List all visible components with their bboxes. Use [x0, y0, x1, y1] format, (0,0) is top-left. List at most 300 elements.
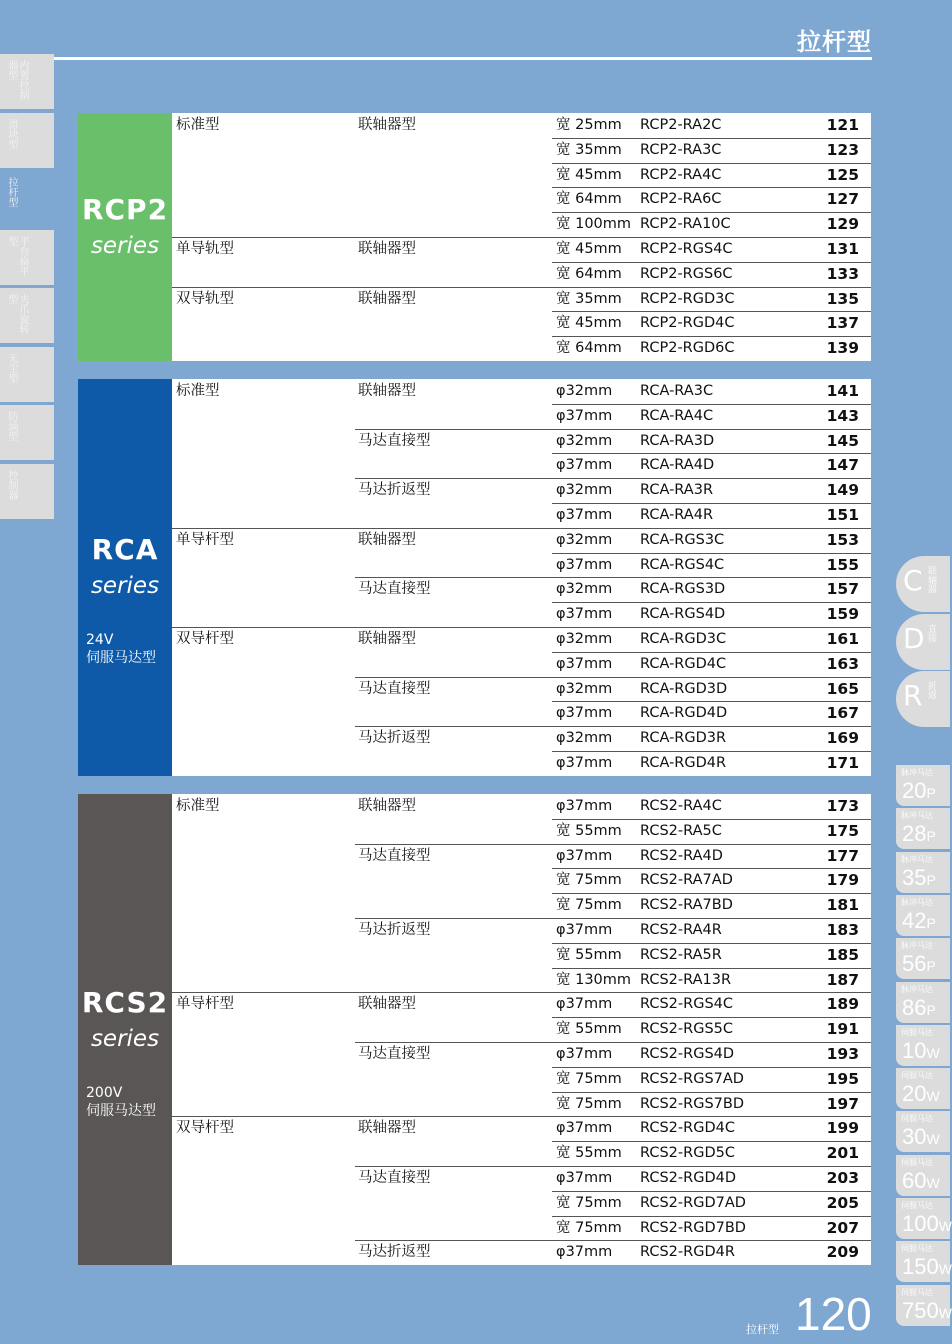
size-cell: 宽 100mm [556, 216, 632, 233]
drive-cell: 马达直接型 [358, 680, 431, 697]
drive-cell: 马达折返型 [358, 922, 431, 938]
table-row[interactable] [172, 1092, 871, 1117]
motor-power-value [902, 1081, 940, 1107]
motor-power-tab[interactable] [896, 1111, 950, 1152]
table-row[interactable] [172, 1216, 871, 1241]
series-note-line: 伺服马达型 [86, 1102, 156, 1119]
type-cell: 单导杆型 [176, 531, 234, 548]
power-number: 60 [902, 1167, 927, 1193]
size-cell: 宽 45mm [556, 241, 622, 257]
model-cell: RCA-RA4D [640, 457, 715, 474]
motor-power-value [902, 821, 936, 847]
series-subtitle: series [90, 1025, 160, 1052]
table-row[interactable] [172, 553, 871, 578]
motor-power-value [902, 908, 936, 934]
size-cell: 宽 75mm [556, 897, 622, 914]
power-unit: P [926, 828, 936, 845]
table-row[interactable] [172, 627, 871, 652]
page-number-cell: 175 [826, 821, 859, 840]
drive-cell: 联轴器型 [358, 241, 416, 257]
page-title: 拉杆型 [797, 28, 872, 56]
page-number-cell: 173 [826, 797, 859, 815]
model-cell: RCS2-RA5C [640, 822, 722, 839]
drive-type-tab[interactable] [896, 671, 950, 727]
size-cell: 宽 75mm [556, 1219, 622, 1236]
power-number: 28 [902, 821, 927, 847]
table-row[interactable] [172, 677, 871, 702]
motor-power-tab[interactable] [896, 808, 950, 849]
page-number-cell: 199 [826, 1119, 859, 1138]
motor-type-label: 伺服马达 [901, 1071, 933, 1081]
page-number-cell: 201 [826, 1144, 859, 1163]
motor-power-tab[interactable] [896, 1285, 950, 1326]
table-row[interactable] [172, 336, 871, 361]
motor-type-label: 脉冲马达 [901, 811, 933, 821]
page-number-cell: 155 [826, 555, 859, 574]
footer-section-label: 拉杆型 [746, 1323, 779, 1336]
page-number-cell: 159 [826, 605, 859, 624]
drive-type-label: 联轴器 [926, 566, 936, 593]
motor-power-tab[interactable] [896, 1068, 950, 1109]
page-number-cell: 137 [826, 314, 859, 333]
table-row[interactable] [172, 138, 871, 163]
drive-type-tab[interactable] [896, 614, 950, 670]
model-cell: RCA-RGS4C [640, 556, 725, 573]
page-number-cell: 183 [826, 921, 859, 939]
page-number-cell: 171 [826, 754, 859, 772]
model-cell: RCS2-RGD4D [640, 1170, 737, 1186]
model-cell: RCS2-RA4D [640, 847, 723, 864]
motor-power-value [902, 778, 936, 804]
size-cell: φ32mm [556, 482, 613, 499]
drive-type-label: 直接 [926, 623, 936, 642]
power-number: 750 [902, 1297, 939, 1323]
motor-type-label: 脉冲马达 [901, 984, 933, 994]
model-cell: RCS2-RGD4R [640, 1244, 735, 1261]
side-tab-label: 夹爪旋转型 [6, 294, 28, 334]
size-cell: 宽 25mm [556, 117, 622, 133]
size-cell: φ32mm [556, 531, 613, 548]
side-tab-label: 滑块型 [6, 118, 17, 149]
model-cell: RCA-RA3C [640, 383, 714, 399]
power-unit: W [938, 1304, 952, 1321]
table-row[interactable] [172, 819, 871, 844]
drive-cell: 联轴器型 [358, 631, 416, 647]
model-cell: RCA-RA3R [640, 482, 714, 499]
table-row[interactable] [172, 113, 871, 138]
size-cell: φ37mm [556, 1170, 613, 1186]
page-number-cell: 147 [826, 456, 859, 475]
page-number-cell: 163 [826, 654, 859, 673]
page-number-cell: 135 [826, 289, 859, 308]
size-cell: 宽 64mm [556, 340, 622, 357]
series-name: RCP2 [81, 193, 169, 226]
table-row[interactable] [172, 262, 871, 287]
drive-cell: 马达直接型 [358, 581, 431, 598]
table-row[interactable] [172, 404, 871, 429]
model-cell: RCS2-RA13R [640, 971, 732, 988]
table-row[interactable] [172, 212, 871, 237]
model-cell: RCS2-RA4C [640, 798, 722, 814]
drive-cell: 联轴器型 [358, 290, 416, 307]
table-row[interactable] [172, 311, 871, 336]
page-number-cell: 187 [826, 970, 859, 989]
size-cell: 宽 55mm [556, 946, 622, 963]
motor-type-label: 脉冲马达 [901, 941, 933, 951]
size-cell: φ37mm [556, 922, 613, 938]
size-cell: φ37mm [556, 798, 613, 814]
model-cell: RCP2-RA3C [640, 141, 722, 158]
size-cell: 宽 64mm [556, 191, 622, 208]
size-cell: 宽 35mm [556, 141, 622, 158]
type-cell: 双导杆型 [176, 631, 234, 647]
size-cell: φ37mm [556, 1046, 613, 1062]
page-number-cell: 121 [826, 116, 859, 134]
model-cell: RCP2-RA4C [640, 166, 722, 183]
power-number: 20 [902, 1081, 927, 1107]
model-cell: RCP2-RGS4C [640, 241, 733, 257]
table-row[interactable] [172, 751, 871, 776]
page-number-cell: 195 [826, 1069, 859, 1088]
model-cell: RCP2-RGD3C [640, 290, 735, 307]
page-number-cell: 123 [826, 140, 859, 159]
size-cell: φ37mm [556, 457, 613, 474]
drive-type-letter: R [903, 679, 923, 712]
size-cell: φ37mm [556, 606, 613, 623]
model-cell: RCA-RGD3R [640, 730, 727, 747]
table-row[interactable] [172, 163, 871, 188]
model-cell: RCA-RGS3C [640, 531, 725, 548]
table-row[interactable] [172, 453, 871, 478]
motor-power-tab[interactable] [896, 1025, 950, 1066]
table-row[interactable] [172, 237, 871, 262]
motor-type-label: 伺服马达 [901, 1244, 933, 1254]
model-cell: RCS2-RGD4C [640, 1120, 735, 1137]
model-cell: RCA-RGD4D [640, 705, 728, 722]
drive-type-tab[interactable] [896, 556, 950, 612]
page-number-cell: 169 [826, 729, 859, 748]
size-cell: φ32mm [556, 581, 613, 598]
size-cell: 宽 75mm [556, 1070, 622, 1087]
series-subtitle: series [90, 233, 160, 259]
model-cell: RCA-RGS4D [640, 606, 726, 623]
side-tab-label: 拉杆型 [6, 177, 17, 207]
page-number-cell: 179 [826, 871, 859, 890]
table-row[interactable] [172, 844, 871, 869]
page-number-cell: 153 [826, 530, 859, 549]
motor-power-tab[interactable] [896, 765, 950, 806]
size-cell: 宽 64mm [556, 265, 622, 282]
side-tab-label: 无尘型 [6, 352, 17, 383]
side-tab[interactable] [0, 171, 54, 226]
size-cell: φ32mm [556, 631, 613, 647]
page-number-cell: 185 [826, 945, 859, 964]
motor-power-tab[interactable] [896, 1198, 950, 1239]
model-cell: RCS2-RA7BD [640, 897, 733, 914]
series-note-line: 伺服马达型 [86, 650, 156, 667]
page-number-cell: 165 [826, 679, 859, 698]
table-row[interactable] [172, 918, 871, 943]
motor-type-label: 脉冲马达 [901, 854, 933, 864]
table-row[interactable] [172, 1042, 871, 1067]
drive-cell: 马达直接型 [358, 432, 431, 449]
page-number-cell: 151 [826, 506, 859, 524]
page-number-cell: 141 [826, 382, 859, 400]
drive-cell: 联轴器型 [358, 996, 416, 1013]
side-tab-label: 防滴型 [6, 411, 17, 441]
size-cell: φ37mm [556, 705, 613, 722]
table-row[interactable] [172, 429, 871, 454]
table-row[interactable] [172, 794, 871, 819]
motor-type-label: 伺服马达 [901, 1201, 933, 1210]
motor-type-label: 脉冲马达 [901, 768, 933, 777]
power-unit: P [926, 958, 936, 975]
drive-cell: 联轴器型 [358, 798, 416, 814]
side-tab[interactable] [0, 464, 54, 519]
size-cell: φ37mm [556, 755, 613, 771]
size-cell: 宽 75mm [556, 872, 622, 889]
size-cell: φ37mm [556, 556, 613, 573]
motor-power-value [902, 1038, 940, 1064]
page-number-cell: 189 [826, 995, 859, 1014]
page-number-cell: 129 [826, 215, 859, 234]
drive-type-letter: D [903, 621, 925, 655]
power-number: 100 [902, 1211, 939, 1236]
table-row[interactable] [172, 1017, 871, 1042]
motor-power-tab[interactable] [896, 852, 950, 893]
page-number-cell: 133 [826, 264, 859, 283]
model-cell: RCS2-RA5R [640, 946, 722, 963]
model-cell: RCP2-RGD4C [640, 315, 735, 332]
table-row[interactable] [172, 478, 871, 503]
table-row[interactable] [172, 868, 871, 893]
size-cell: φ37mm [556, 507, 613, 523]
type-cell: 标准型 [176, 117, 220, 133]
side-tab[interactable] [0, 347, 54, 402]
page-number-cell: 161 [826, 630, 859, 648]
table-row[interactable] [172, 1116, 871, 1141]
size-cell: 宽 45mm [556, 166, 622, 183]
model-cell: RCP2-RGD6C [640, 340, 735, 357]
side-tab[interactable] [0, 288, 54, 343]
motor-power-tab[interactable] [896, 895, 950, 936]
motor-power-value [902, 1124, 940, 1150]
motor-power-value [902, 1254, 952, 1280]
side-tab-label: 平台扁平型 [6, 235, 28, 276]
table-row[interactable] [172, 1166, 871, 1191]
side-tab-label: 内置控制器型 [6, 60, 28, 100]
drive-type-letter: C [903, 564, 923, 597]
motor-power-tab[interactable] [896, 1155, 950, 1196]
drive-cell: 马达直接型 [358, 1046, 431, 1062]
motor-power-value [902, 865, 936, 891]
type-cell: 双导轨型 [176, 290, 234, 307]
drive-cell: 马达折返型 [358, 730, 431, 747]
size-cell: 宽 55mm [556, 1145, 622, 1162]
table-row[interactable] [172, 893, 871, 918]
power-number: 10 [902, 1037, 927, 1063]
page-number-cell: 203 [826, 1169, 859, 1187]
page-number-cell: 139 [826, 339, 859, 358]
drive-cell: 联轴器型 [358, 531, 416, 548]
table-row[interactable] [172, 287, 871, 312]
drive-cell: 马达直接型 [358, 847, 431, 864]
table-row[interactable] [172, 1067, 871, 1092]
table-row[interactable] [172, 1141, 871, 1166]
table-row[interactable] [172, 503, 871, 528]
size-cell: 宽 55mm [556, 822, 622, 839]
model-cell: RCA-RGS3D [640, 581, 726, 598]
motor-type-label: 脉冲马达 [901, 897, 933, 907]
model-cell: RCP2-RA6C [640, 191, 722, 208]
drive-cell: 联轴器型 [358, 383, 416, 399]
power-unit: W [926, 1088, 940, 1105]
page-number-cell: 191 [826, 1020, 859, 1039]
table-row[interactable] [172, 1240, 871, 1265]
power-unit: W [926, 1131, 940, 1148]
power-unit: P [926, 914, 936, 931]
motor-power-tab[interactable] [896, 982, 950, 1023]
size-cell: φ32mm [556, 680, 613, 697]
motor-power-tab[interactable] [896, 1241, 950, 1282]
power-number: 35 [902, 864, 927, 890]
page-number-cell: 145 [826, 431, 859, 450]
page-number-cell: 177 [826, 846, 859, 865]
power-number: 56 [902, 951, 927, 977]
side-tab-label: 控制器 [6, 469, 17, 500]
model-cell: RCS2-RGD7BD [640, 1219, 746, 1236]
drive-cell: 马达折返型 [358, 1244, 431, 1261]
series-block-rcs2 [78, 794, 871, 1265]
size-cell: 宽 75mm [556, 1095, 622, 1112]
model-cell: RCS2-RGS4C [640, 996, 734, 1013]
page-number-cell: 193 [826, 1045, 859, 1063]
type-cell: 双导杆型 [176, 1120, 234, 1137]
power-unit: P [926, 785, 936, 801]
model-cell: RCA-RGD3C [640, 631, 727, 647]
side-tab[interactable] [0, 113, 54, 168]
side-tab[interactable] [0, 230, 54, 285]
power-number: 150 [902, 1254, 939, 1280]
size-cell: φ37mm [556, 996, 613, 1013]
series-voltage-note [86, 631, 156, 667]
page-number-cell: 197 [826, 1094, 859, 1113]
power-unit: W [926, 1044, 940, 1061]
series-name: RCS2 [81, 985, 169, 1019]
motor-type-label: 伺服马达 [901, 1287, 933, 1297]
page-number-cell: 209 [826, 1243, 859, 1262]
product-table [172, 379, 871, 776]
series-subtitle: series [90, 573, 160, 600]
model-cell: RCP2-RA10C [640, 216, 731, 233]
drive-cell: 联轴器型 [358, 1120, 416, 1137]
table-row[interactable] [172, 187, 871, 212]
motor-power-value [902, 951, 936, 977]
size-cell: φ37mm [556, 655, 613, 672]
size-cell: φ37mm [556, 1244, 613, 1261]
product-table [172, 794, 871, 1265]
series-note-line: 24V [86, 632, 114, 649]
series-note-line: 200V [86, 1084, 123, 1101]
page-number-cell: 157 [826, 580, 859, 599]
type-cell: 标准型 [176, 798, 220, 814]
series-label-panel [78, 379, 172, 776]
size-cell: 宽 130mm [556, 971, 632, 988]
size-cell: φ37mm [556, 407, 613, 424]
motor-power-value [902, 995, 936, 1021]
series-voltage-note [86, 1084, 156, 1120]
model-cell: RCA-RA4C [640, 407, 714, 424]
size-cell: φ32mm [556, 730, 613, 747]
table-row[interactable] [172, 602, 871, 627]
size-cell: φ32mm [556, 383, 613, 399]
size-cell: 宽 35mm [556, 290, 622, 307]
motor-type-label: 伺服马达 [901, 1114, 933, 1124]
type-cell: 单导杆型 [176, 996, 234, 1013]
drive-cell: 马达折返型 [358, 482, 431, 499]
power-unit: W [938, 1261, 952, 1278]
motor-type-label: 伺服马达 [901, 1157, 933, 1167]
table-row[interactable] [172, 1191, 871, 1216]
table-row[interactable] [172, 701, 871, 726]
side-tab[interactable] [0, 405, 54, 460]
side-tab[interactable] [0, 54, 54, 109]
power-number: 20 [902, 778, 927, 803]
page-number-cell: 205 [826, 1193, 859, 1212]
model-cell: RCA-RGD3D [640, 680, 728, 697]
size-cell: 宽 55mm [556, 1021, 622, 1038]
table-row[interactable] [172, 652, 871, 677]
table-row[interactable] [172, 528, 871, 553]
model-cell: RCS2-RGS4D [640, 1046, 735, 1062]
motor-type-label: 伺服马达 [901, 1027, 933, 1037]
model-cell: RCA-RGD4C [640, 655, 727, 672]
table-row[interactable] [172, 379, 871, 404]
drive-cell: 联轴器型 [358, 117, 416, 133]
product-table [172, 113, 871, 361]
table-row[interactable] [172, 577, 871, 602]
motor-power-value [902, 1168, 940, 1194]
size-cell: 宽 45mm [556, 315, 622, 332]
model-cell: RCS2-RA4R [640, 922, 722, 938]
page-number-cell: 167 [826, 704, 859, 723]
size-cell: φ37mm [556, 1120, 613, 1137]
power-unit: P [926, 1001, 936, 1018]
model-cell: RCA-RA4R [640, 507, 714, 523]
model-cell: RCA-RGD4R [640, 755, 727, 771]
table-row[interactable] [172, 943, 871, 968]
model-cell: RCS2-RGD7AD [640, 1194, 746, 1211]
table-row[interactable] [172, 992, 871, 1017]
header-divider [0, 57, 872, 60]
page-number-cell: 181 [826, 896, 859, 915]
drive-type-label: 折返 [926, 681, 936, 699]
page-number-cell: 131 [826, 240, 859, 258]
table-row[interactable] [172, 726, 871, 751]
power-number: 42 [902, 907, 927, 933]
type-cell: 标准型 [176, 383, 220, 399]
page-number-cell: 143 [826, 406, 859, 425]
footer-page-number: 120 [795, 1288, 872, 1340]
model-cell: RCA-RA3D [640, 432, 715, 449]
model-cell: RCS2-RGS7AD [640, 1070, 744, 1087]
power-number: 86 [902, 994, 927, 1020]
page-number-cell: 149 [826, 481, 859, 500]
model-cell: RCS2-RGS5C [640, 1021, 734, 1038]
table-row[interactable] [172, 968, 871, 993]
motor-power-tab[interactable] [896, 938, 950, 979]
series-block-rcp2 [78, 113, 871, 361]
